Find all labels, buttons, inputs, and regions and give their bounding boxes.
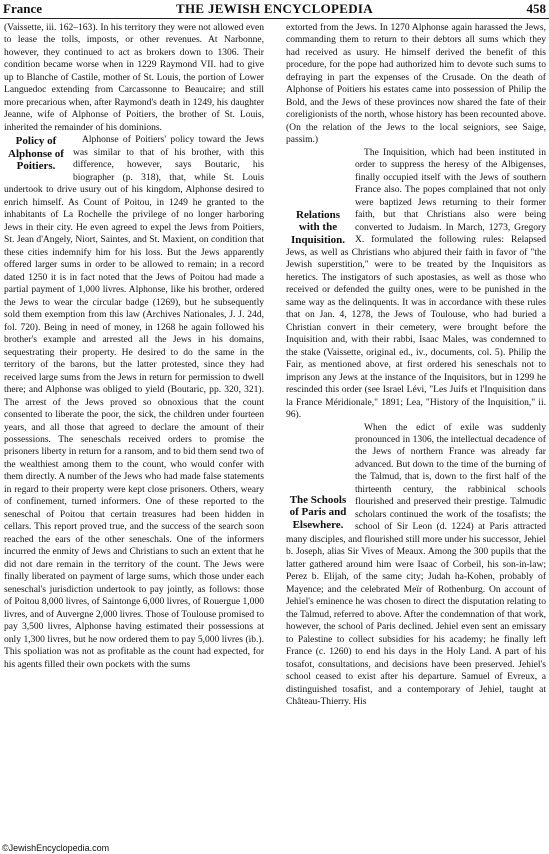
sidenote-relations-with-inquisition: Relations with the Inquisition.: [290, 208, 346, 246]
site-credit: ©JewishEncyclopedia.com: [2, 843, 110, 853]
right-column: [286, 22, 546, 709]
paragraph-right-1: extorted from the Jews. In 1270 Alphonse again harassed the Jews, commanding them to return to their debtors all sums which they had received as usury. He himself derived the benefit of this procedure, for the pope had authorized him to devote such sums to defraying in part the expenses of the Crusade. On the death of Alphonse of Poitiers his estates came into possession of Philip the Bold, and the Jews of these provinces now shared the fate of their coreligionists of the north, whose history has been recounted above. (On the relation of the Jews to the local seigniors, see Saige, passim.): [286, 22, 546, 146]
page-header: [0, 0, 549, 19]
paragraph-right-3: When the edict of exile was suddenly pronounced in 1306, the intellectual decadence of the Jews of northern France was already far advanced. But down to the time of the burning of the Talmud, that is, down to the first half of the thirteenth century, the rabbinical schools flourished and preserved their prestige. Talmudic scholars continued the work of the tosafists; the school of Sir Leon (d. 1224) at Paris attracted many disciples, and flourished still more under his successor, Jehiel b. Joseph, alias Sir Vives of Meaux. Among the 300 pupils that the latter gathered around him were Isaac of Corbeil, his son-in-law; Perez b. Elijah, of the same city; Judah ha-Kohen, probably of Mayence; and the celebrated Meïr of Rothenburg. On account of Jehiel's eminence he was chosen to direct the disputation relating to the Talmud, referred to above. After the condemnation of that work, however, the school of Paris declined. Jehiel even sent an emissary to Palestine to collect subsidies for his academy; he finally left France (c. 1260) to end his days in the Holy Land. A part of his tosafot, consultations, and decisions have been preserved. Jehiel's school ceased to exist after his departure. Samuel of Evreux, a distinguished tosafist, and a contemporary of Jehiel, taught at Château-Thierry. His: [286, 421, 546, 708]
paragraph-right-2: The Inquisition, which had been instituted in order to suppress the heresy of the Albigenses, finally occupied itself with the Jews of southern France also. The popes complained that not only were baptized Jews returning to their former faith, but that Christians also were being converted to Judaism. In March, 1273, Gregory X. formulated the following rules: Relapsed Jews, as well as Christians who abjured their faith in favor of "the Jewish superstition," were to be treated by the Inquisitors as heretics. The instigators of such apostasies, as well as those who received or defended the guilty ones, were to be punished in the same way as the delinquents. It was in accordance with these rules that on Jan. 4, 1278, the Jews of Toulouse, who had buried a Christian convert in their cemetery, were brought before the Inquisition and, with their rabbi, Isaac Males, was condemned to the stake (Vaissette, original ed., iv., documents, col. 5). Philip the Fair, as mentioned above, at first ordered his seneschals not to imprison any Jews at the instance of the Inquisitors, but in 1299 he rescinded this order (see Israel Lévi, "Les Juifs et l'Inquisition dans la France Méridionale," 1891; Lea, "History of the Inquisition," ii. 96).: [286, 146, 546, 421]
left-column: [4, 22, 264, 671]
sidenote-schools-of-paris: The Schools of Paris and Elsewhere.: [289, 493, 347, 531]
page-number: 458: [526, 1, 546, 16]
section-title: France: [3, 1, 42, 16]
paragraph-left-2: Alphonse of Poitiers' policy toward the Jews was similar to that of his brother, with this difference, however, says Boutaric, his biographer (p. 318), that, while St. Louis undertook to drive usury out of his kingdom, Alphonse desired to enrich himself. As Count of Poitou, in 1249 he granted to the inhabitants of La Rochelle the privilege of no longer harboring Jews in their city. He even agreed to expel the Jews from Poitiers, St. Jean d'Angely, Niort, Saintes, and St. Maxient, on condition that these cities indemnify him for his loss. But the Jews apparently offered larger sums in order to be allowed to remain; in a record dated 1250 it is in fact noted that the Jews of Poitou had made a partial payment of 1,000 livres. Alphonse, like his brother, ordered the Jews to wear the circular badge (1269), but he subsequently sold them exemption from this law (Archives Nationales, J. J. 24d, fol. 720). Being in need of money, in 1268 he again followed his brother's example and arrested all the Jews in his domains, sequestrating their property. He desired to do the same in the territory of the barons, but the latter protested, since they had received large sums from the Jews in return for permission to dwell there; and Alphonse was obliged to yield (Boutaric, pp. 320, 321). The arrest of the Jews proved so obnoxious that the count consented to liberate the poor, the sick, the children under fourteen years, and all those that agreed to declare the amount of their possessions. The seneschals received orders to promise the prisoners liberty in return for a ransom, and to bid them send two of the wealthiest among them to the count, who would confer with them directly. A number of the Jews who had made false statements in regard to their property were kept close prisoners. Others, weary of confinement, turned informers. One of these reported to the seneschal of Poitou that certain treasures had been hidden in cellars. This report proved true, and the success of the search soon reached the ears of the other seneschals. One of the informers incurred the enmity of Jews and Christians to such an extent that he did not dare remain in the territory of the count. The Jews were finally liberated on payment of large sums, which those under each seneschal's jurisdiction undertook to pay jointly, as follows: those of Poitou 8,000 livres, of Saintonge 6,000 livres, of Rouergue 1,000 livres, and of Auvergne 2,000 livres. Those of Toulouse promised to pay 3,500 livres, Alphonse having estimated their possessions at only 1,300 livres, but he now ordered them to pay 5,000 livres (ib.). This spoliation was not as profitable as the count had expected, for his agents filled their own pockets with the sums: [4, 134, 264, 670]
sidenote-policy-of-alphonse: Policy of Alphonse of Poitiers.: [8, 135, 64, 173]
encyclopedia-title: THE JEWISH ENCYCLOPEDIA: [176, 1, 373, 16]
paragraph-left-1: (Vaissette, iii. 162–163). In his territory they were not allowed even to lease the tolls, imposts, or other revenues. At Narbonne, however, they continued to act as brokers down to 1306. Their condition became worse when in 1229 Raymond VII. had to give up to Blanche of Castile, mother of St. Louis, the portion of Lower Languedoc extending from Carcassonne to Beaucaire; and still more precarious when, after Raymond's death in 1249, his daughter Jeanne, wife of Alphonse of Poitiers, the brother of St. Louis, inherited the remainder of his dominions.: [4, 22, 264, 133]
